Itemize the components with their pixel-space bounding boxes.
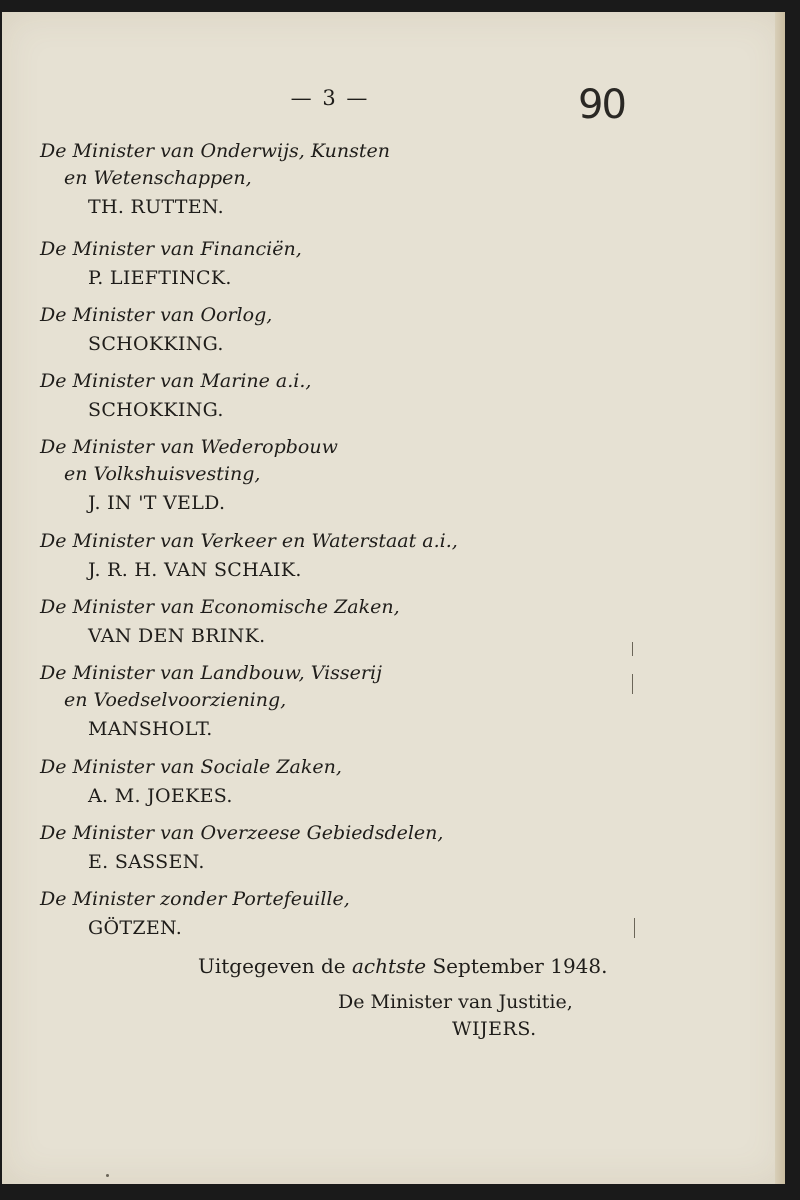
minister-role: en Voedselvoorziening, — [64, 689, 287, 711]
justice-minister-name: WIJERS. — [452, 1018, 537, 1040]
minister-role: De Minister van Financiën, — [40, 238, 302, 260]
minister-name: SCHOKKING. — [88, 333, 224, 355]
signatory-entry — [0, 660, 700, 744]
minister-role: De Minister van Landbouw, Visserij — [40, 662, 382, 684]
justice-minister-title: De Minister van Justitie, — [338, 991, 573, 1013]
signatory-entry — [0, 886, 700, 943]
minister-name: VAN DEN BRINK. — [88, 625, 266, 647]
minister-name: J. IN 'T VELD. — [88, 492, 226, 514]
minister-name: E. SASSEN. — [88, 851, 205, 873]
minister-role: De Minister van Sociale Zaken, — [40, 756, 342, 778]
signatory-entry — [0, 302, 700, 359]
minister-role: De Minister van Verkeer en Waterstaat a.i., — [40, 530, 458, 552]
handwritten-folio-number: 90 — [578, 82, 625, 128]
issued-line — [198, 954, 607, 978]
signatory-entry — [0, 754, 700, 811]
minister-role: De Minister van Marine a.i., — [40, 370, 312, 392]
issued-prefix: Uitgegeven de — [198, 954, 346, 978]
minister-name: TH. RUTTEN. — [88, 196, 224, 218]
minister-role: De Minister van Oorlog, — [40, 304, 273, 326]
minister-name: J. R. H. VAN SCHAIK. — [88, 559, 302, 581]
page-edge — [775, 12, 785, 1184]
signatory-entry — [0, 368, 700, 425]
signatory-entry — [0, 594, 700, 651]
signatory-entry — [0, 434, 700, 518]
page-number: — 3 — — [290, 86, 370, 110]
signatory-entry — [0, 528, 700, 585]
minister-role: De Minister van Overzeese Gebiedsdelen, — [40, 822, 444, 844]
signatory-entry — [0, 138, 700, 222]
minister-role: en Wetenschappen, — [64, 167, 252, 189]
minister-role: De Minister van Economische Zaken, — [40, 596, 400, 618]
speck — [106, 1174, 109, 1177]
minister-name: A. M. JOEKES. — [88, 785, 233, 807]
signatory-entry — [0, 820, 700, 877]
issued-suffix: September 1948. — [432, 954, 608, 978]
minister-name: P. LIEFTINCK. — [88, 267, 232, 289]
minister-role: De Minister van Onderwijs, Kunsten — [40, 140, 390, 162]
minister-role: De Minister zonder Portefeuille, — [40, 888, 350, 910]
issued-day: achtste — [351, 954, 427, 978]
minister-role: De Minister van Wederopbouw — [40, 436, 338, 458]
minister-name: MANSHOLT. — [88, 718, 213, 740]
minister-name: SCHOKKING. — [88, 399, 224, 421]
minister-role: en Volkshuisvesting, — [64, 463, 261, 485]
signatory-entry — [0, 236, 700, 293]
minister-name: GÖTZEN. — [88, 917, 183, 939]
